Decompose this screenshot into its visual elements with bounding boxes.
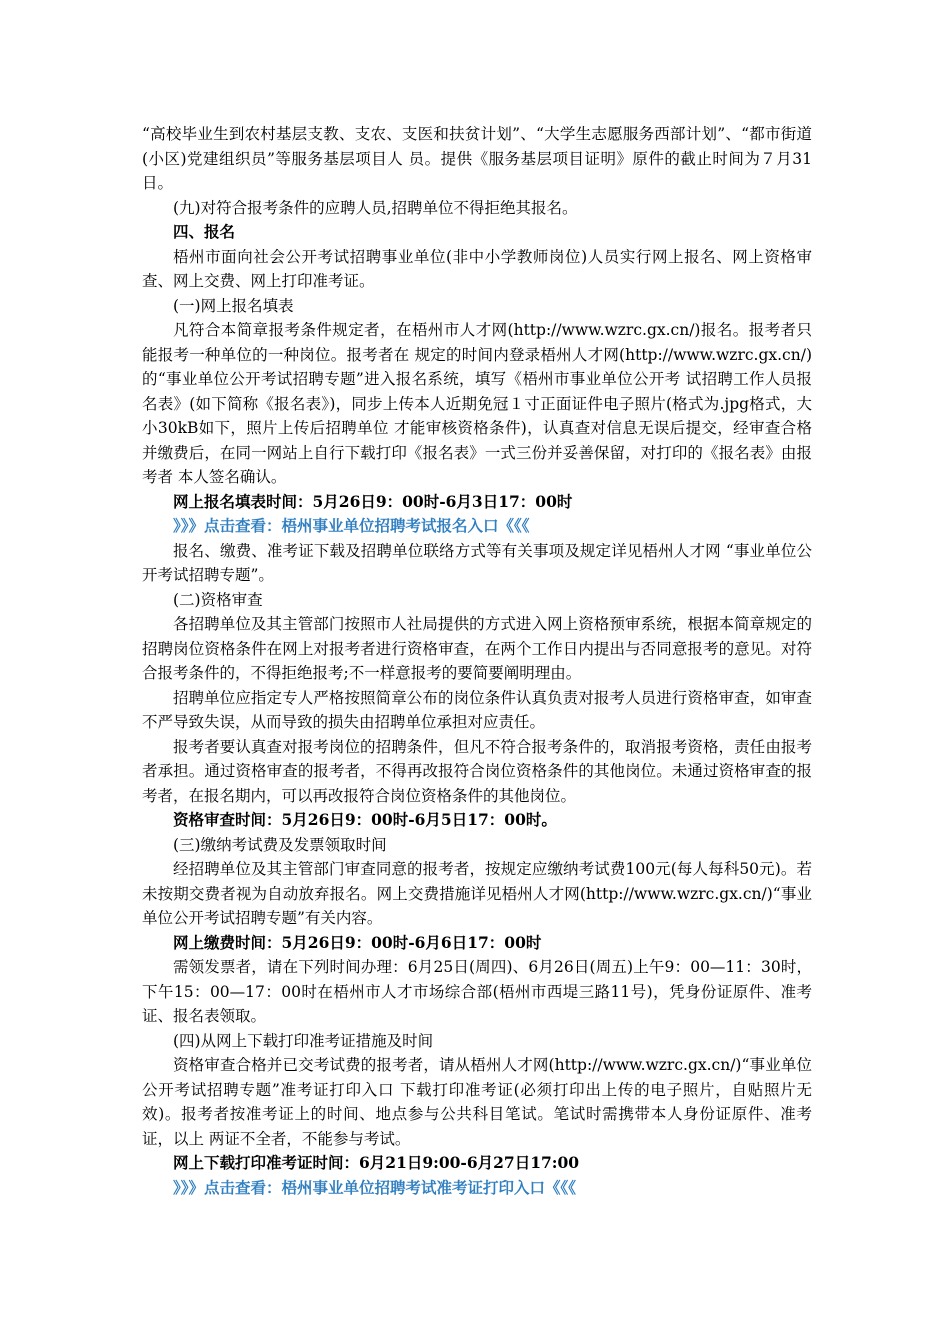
registration-time: 网上报名填表时间：5月26日9：00时-6月3日17：00时 <box>173 491 573 511</box>
payment-time: 网上缴费时间：5月26日9：00时-6月6日17：00时 <box>173 932 542 952</box>
paragraph-clause-nine: (九)对符合报考条件的应聘人员,招聘单位不得拒绝其报名。 <box>173 198 578 217</box>
registration-entry-link[interactable]: 》》》点击查看：梧州事业单位招聘考试报名入口《《《 <box>173 516 530 535</box>
paragraph-invoice-collection: 需领发票者，请在下列时间办理：6月25日(周四)、6月26日(周五)上午9：00—11：30时，下午15：00—17：00时在梧州市人才市场综合部(梧州市西堤三路11号)，凭身份证原件、准考证、报名表领取。 <box>142 958 812 1025</box>
review-time: 资格审查时间：5月26日9：00时-6月5日17：00时。 <box>173 810 557 829</box>
paragraph-registration-intro: 梧州市面向社会公开考试招聘事业单位(非中小学教师岗位)人员实行网上报名、网上资格审查、网上交费、网上打印准考证。 <box>142 247 812 290</box>
paragraph-review-process: 各招聘单位及其主管部门按照市人社局提供的方式进入网上资格预审系统，根据本简章规定的招聘岗位资格条件在网上对报考者进行资格审查，在两个工作日内提出与否同意报考的意见。对符合报考条件的，不得拒绝报考;不一样意报考的要简要阐明理由。 <box>142 615 812 682</box>
subheading-online-form: (一)网上报名填表 <box>173 296 294 315</box>
admission-ticket-entry-link[interactable]: 》》》点击查看：梧州事业单位招聘考试准考证打印入口《《《 <box>173 1177 577 1197</box>
paragraph-online-form-details: 凡符合本简章报考条件规定者，在梧州市人才网(http://www.wzrc.gx.cn/)报名。报考者只能报考一种单位的一种岗位。报考者在 规定的时间内登录梧州人才网(http://www.wzrc.gx.cn/)的“事业单位公开考试招聘专题”进入报名系统，填写《梧州市事业单位公开考 试招聘工作人员报名表》(如下简称《报名表》)，同步上传本人近期免冠１寸正面证件电子照片(格式为.jpg格式，大小30kB如下，照片上传后招聘单位 才能审核资格条件)，认真查对信息无误后提交，经审查合格并缴费后，在同一网站上自行下载打印《报名表》一式三份并妥善保留，对打印的《报名表》由报考者 本人签名确认。 <box>142 321 812 486</box>
document-page <box>142 122 812 1200</box>
paragraph-registration-notes: 报名、缴费、准考证下载及招聘单位联络方式等有关事项及规定详见梧州人才网 “事业单位公开考试招聘专题”。 <box>142 541 812 584</box>
subheading-qualification-review: (二)资格审查 <box>173 590 263 609</box>
paragraph-exam-fee-details: 经招聘单位及其主管部门审查同意的报考者，按规定应缴纳考试费100元(每人每科50元)。若未按期交费者视为自动放弃报名。网上交费措施详见梧州人才网(http://www.wzrc.gx.cn/)“事业单位公开考试招聘专题”有关内容。 <box>142 860 812 927</box>
admission-ticket-time: 网上下载打印准考证时间：6月21日9:00-6月27日17:00 <box>173 1153 580 1172</box>
subheading-admission-ticket: (四)从网上下载打印准考证措施及时间 <box>173 1031 434 1050</box>
paragraph-review-responsibility: 招聘单位应指定专人严格按照简章公布的岗位条件认真负责对报考人员进行资格审查，如审查不严导致失误，从而导致的损失由招聘单位承担对应责任。 <box>142 688 812 731</box>
paragraph-applicant-responsibility: 报考者要认真查对报考岗位的招聘条件，但凡不符合报考条件的，取消报考资格，责任由报考者承担。通过资格审查的报考者，不得再改报符合岗位资格条件的其他岗位。未通过资格审查的报考者，在报名期内，可以再改报符合岗位资格条件的其他岗位。 <box>142 737 812 805</box>
section-heading-registration: 四、报名 <box>173 222 236 241</box>
subheading-exam-fee: (三)缴纳考试费及发票领取时间 <box>173 835 387 854</box>
paragraph-service-projects: “高校毕业生到农村基层支教、支农、支医和扶贫计划”、“大学生志愿服务西部计划”、“都市街道(小区)党建组织员”等服务基层项目人 员。提供《服务基层项目证明》原件的截止时间为７月31日。 <box>142 125 812 192</box>
paragraph-admission-ticket-details: 资格审查合格并已交考试费的报考者，请从梧州人才网(http://www.wzrc.gx.cn/)“事业单位公开考试招聘专题”准考证打印入口 下载打印准考证(必须打印出上传的电子照片，自贴照片无效)。报考者按准考证上的时间、地点参与公共科目笔试。笔试时需携带本人身份证原件、准考证，以上 两证不全者，不能参与考试。 <box>142 1056 812 1148</box>
